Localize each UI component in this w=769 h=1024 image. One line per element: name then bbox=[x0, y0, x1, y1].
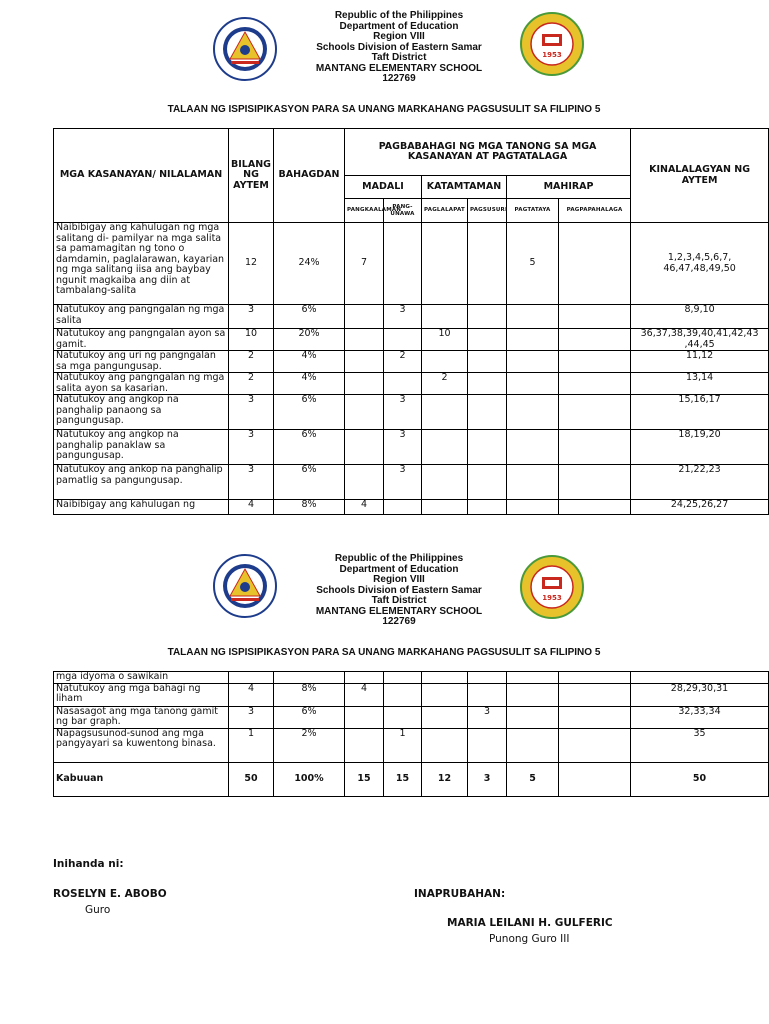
school-seal-year: 1953 bbox=[542, 594, 562, 602]
skill-cell: Natutukoy ang angkop na panghalip panaklaw sa pangungusap. bbox=[54, 430, 229, 465]
region-line: Region VIII bbox=[373, 574, 425, 585]
table-row bbox=[54, 500, 769, 515]
header-pagtataya: PAGTATAYA bbox=[507, 199, 559, 223]
pagsusuri-cell bbox=[468, 728, 507, 762]
items-cell: 1,2,3,4,5,6,7, 46,47,48,49,50 bbox=[631, 223, 769, 305]
count-cell bbox=[229, 672, 274, 684]
percent-cell: 8% bbox=[274, 500, 345, 515]
pagsusuri-cell bbox=[468, 305, 507, 329]
pagsusuri-cell bbox=[468, 223, 507, 305]
district-line: Taft District bbox=[371, 52, 427, 63]
pangkaalaman-cell bbox=[345, 728, 384, 762]
header-placement: KINALALAGYAN NG AYTEM bbox=[631, 129, 769, 223]
percent-cell: 6% bbox=[274, 430, 345, 465]
pangkaalaman-cell bbox=[345, 351, 384, 373]
count-cell: 2 bbox=[229, 373, 274, 395]
approver-name: MARIA LEILANI H. GULFERIC bbox=[447, 917, 613, 929]
pagtataya-cell bbox=[507, 373, 559, 395]
pang-unawa-cell: 1 bbox=[384, 728, 422, 762]
school-id-line: 122769 bbox=[382, 616, 416, 627]
pang-unawa-cell bbox=[384, 706, 422, 728]
header-pangkaalaman: PANGKAALAMAN bbox=[345, 199, 384, 223]
percent-cell: 2% bbox=[274, 728, 345, 762]
pagsusuri-cell bbox=[468, 683, 507, 706]
pang-unawa-cell: 3 bbox=[384, 305, 422, 329]
pagsusuri-cell bbox=[468, 351, 507, 373]
items-cell: 24,25,26,27 bbox=[631, 500, 769, 515]
pangkaalaman-cell bbox=[345, 672, 384, 684]
pang-unawa-cell bbox=[384, 683, 422, 706]
pang-unawa-cell bbox=[384, 672, 422, 684]
skill-cell: Natutukoy ang pangngalan ng mga salita ayon sa kasarian. bbox=[54, 373, 229, 395]
skill-cell: Natutukoy ang pangngalan ayon sa gamit. bbox=[54, 329, 229, 351]
pagpapahalaga-cell bbox=[559, 500, 631, 515]
pangkaalaman-cell bbox=[345, 305, 384, 329]
percent-cell: 24% bbox=[274, 223, 345, 305]
count-cell: 3 bbox=[229, 305, 274, 329]
total-percent-cell: 100% bbox=[274, 762, 345, 796]
paglalapat-cell bbox=[422, 430, 468, 465]
pagtataya-cell bbox=[507, 465, 559, 500]
percent-cell: 6% bbox=[274, 706, 345, 728]
items-cell bbox=[631, 672, 769, 684]
pang-unawa-cell: 3 bbox=[384, 395, 422, 430]
percent-cell: 6% bbox=[274, 395, 345, 430]
department-line: Department of Education bbox=[339, 20, 459, 32]
pagtataya-cell bbox=[507, 351, 559, 373]
region-line: Region VIII bbox=[373, 31, 425, 42]
paglalapat-cell bbox=[422, 305, 468, 329]
pagsusuri-cell bbox=[468, 465, 507, 500]
count-cell: 3 bbox=[229, 430, 274, 465]
skill-cell: Natutukoy ang uri ng pangngalan sa mga pangungusap. bbox=[54, 351, 229, 373]
approver-title: Punong Guro III bbox=[489, 933, 570, 945]
percent-cell: 6% bbox=[274, 305, 345, 329]
pangkaalaman-cell: 4 bbox=[345, 683, 384, 706]
school-seal-icon bbox=[520, 12, 584, 76]
total-pagpapahalaga-cell bbox=[559, 762, 631, 796]
pagsusuri-cell bbox=[468, 329, 507, 351]
paglalapat-cell: 2 bbox=[422, 373, 468, 395]
header-paglalapat: PAGLALAPAT bbox=[422, 199, 468, 223]
items-cell: 36,37,38,39,40,41,42,43 ,44,45 bbox=[631, 329, 769, 351]
count-cell: 3 bbox=[229, 706, 274, 728]
total-pang-unawa-cell: 15 bbox=[384, 762, 422, 796]
table-row bbox=[54, 672, 769, 684]
table-row bbox=[54, 395, 769, 430]
pangkaalaman-cell: 7 bbox=[345, 223, 384, 305]
items-cell: 8,9,10 bbox=[631, 305, 769, 329]
paglalapat-cell bbox=[422, 465, 468, 500]
table-row bbox=[54, 223, 769, 305]
approved-by-label: INAPRUBAHAN: bbox=[414, 888, 506, 900]
count-cell: 4 bbox=[229, 683, 274, 706]
skill-cell: Natutukoy ang angkop na panghalip panaong sa pangungusap. bbox=[54, 395, 229, 430]
skill-cell: Naibibigay ang kahulugan ng mga salitang di- pamilyar na mga salita sa pamamagitan ng tono o damdamin, paglalarawan, kayarian ng mga salitang iisa ang baybay ngunit magkaiba ang diin at tambalang-salita bbox=[54, 223, 229, 305]
school-id-line: 122769 bbox=[382, 73, 416, 84]
document-title-page-2: TALAAN NG ISPISIPIKASYON PARA SA UNANG MARKAHANG PAGSUSULIT SA FILIPINO 5 bbox=[167, 647, 601, 658]
pagpapahalaga-cell bbox=[559, 465, 631, 500]
skill-cell: Natutukoy ang ankop na panghalip pamatlig sa pangungusap. bbox=[54, 465, 229, 500]
count-cell: 3 bbox=[229, 395, 274, 430]
preparer-name: ROSELYN E. ABOBO bbox=[53, 888, 167, 900]
items-cell: 21,22,23 bbox=[631, 465, 769, 500]
percent-cell: 4% bbox=[274, 373, 345, 395]
table-row bbox=[54, 683, 769, 706]
pagpapahalaga-cell bbox=[559, 305, 631, 329]
percent-cell bbox=[274, 672, 345, 684]
skill-cell: Natutukoy ang mga bahagi ng liham bbox=[54, 683, 229, 706]
skill-cell: Nasasagot ang mga tanong gamit ng bar graph. bbox=[54, 706, 229, 728]
preparer-title: Guro bbox=[85, 904, 111, 916]
table-row bbox=[54, 430, 769, 465]
table-row bbox=[54, 373, 769, 395]
pagpapahalaga-cell bbox=[559, 223, 631, 305]
table-row bbox=[54, 706, 769, 728]
count-cell: 4 bbox=[229, 500, 274, 515]
items-cell: 28,29,30,31 bbox=[631, 683, 769, 706]
letterhead-text bbox=[284, 11, 514, 85]
count-cell: 2 bbox=[229, 351, 274, 373]
paglalapat-cell bbox=[422, 728, 468, 762]
pangkaalaman-cell bbox=[345, 329, 384, 351]
pang-unawa-cell bbox=[384, 373, 422, 395]
header-pagpapahalaga: PAGPAPAHALAGA bbox=[559, 199, 631, 223]
items-cell: 13,14 bbox=[631, 373, 769, 395]
pagtataya-cell bbox=[507, 706, 559, 728]
table-row bbox=[54, 305, 769, 329]
pagtataya-cell bbox=[507, 395, 559, 430]
total-items-cell: 50 bbox=[631, 762, 769, 796]
table-row bbox=[54, 728, 769, 762]
pang-unawa-cell bbox=[384, 500, 422, 515]
percent-cell: 20% bbox=[274, 329, 345, 351]
percent-cell: 4% bbox=[274, 351, 345, 373]
district-line: Taft District bbox=[371, 595, 427, 606]
pagtataya-cell bbox=[507, 728, 559, 762]
paglalapat-cell bbox=[422, 223, 468, 305]
header-pang-unawa: PANG-UNAWA bbox=[384, 199, 422, 223]
percent-cell: 8% bbox=[274, 683, 345, 706]
header-skills: MGA KASANAYAN/ NILALAMAN bbox=[54, 129, 229, 223]
paglalapat-cell bbox=[422, 683, 468, 706]
pagpapahalaga-cell bbox=[559, 728, 631, 762]
republic-line: Republic of the Philippines bbox=[334, 10, 464, 21]
pagpapahalaga-cell bbox=[559, 329, 631, 351]
total-count-cell: 50 bbox=[229, 762, 274, 796]
division-seal-icon bbox=[213, 554, 277, 618]
paglalapat-cell bbox=[422, 672, 468, 684]
table-row bbox=[54, 351, 769, 373]
pang-unawa-cell bbox=[384, 329, 422, 351]
pang-unawa-cell: 3 bbox=[384, 430, 422, 465]
pagtataya-cell bbox=[507, 430, 559, 465]
count-cell: 1 bbox=[229, 728, 274, 762]
document-title-page-1: TALAAN NG ISPISIPIKASYON PARA SA UNANG MARKAHANG PAGSUSULIT SA FILIPINO 5 bbox=[167, 104, 601, 115]
pagpapahalaga-cell bbox=[559, 683, 631, 706]
pagsusuri-cell bbox=[468, 373, 507, 395]
pangkaalaman-cell bbox=[345, 373, 384, 395]
header-hard: MAHIRAP bbox=[507, 176, 631, 199]
paglalapat-cell bbox=[422, 500, 468, 515]
pagtataya-cell bbox=[507, 683, 559, 706]
total-skill-cell: Kabuuan bbox=[54, 762, 229, 796]
header-pagsusuri: PAGSUSURI bbox=[468, 199, 507, 223]
total-paglalapat-cell: 12 bbox=[422, 762, 468, 796]
total-pagtataya-cell: 5 bbox=[507, 762, 559, 796]
pangkaalaman-cell bbox=[345, 465, 384, 500]
letterhead-text bbox=[284, 554, 514, 628]
items-cell: 15,16,17 bbox=[631, 395, 769, 430]
republic-line: Republic of the Philippines bbox=[334, 553, 464, 564]
items-cell: 11,12 bbox=[631, 351, 769, 373]
count-cell: 12 bbox=[229, 223, 274, 305]
pagpapahalaga-cell bbox=[559, 351, 631, 373]
division-seal-icon bbox=[213, 17, 277, 81]
pagtataya-cell bbox=[507, 672, 559, 684]
school-seal-icon bbox=[520, 555, 584, 619]
header-average: KATAMTAMAN bbox=[422, 176, 507, 199]
school-seal-year: 1953 bbox=[542, 51, 562, 59]
pagsusuri-cell bbox=[468, 500, 507, 515]
pagpapahalaga-cell bbox=[559, 672, 631, 684]
totals-row bbox=[54, 762, 769, 796]
specification-table-page-1 bbox=[53, 128, 769, 515]
pagpapahalaga-cell bbox=[559, 430, 631, 465]
school-line: MANTANG ELEMENTARY SCHOOL bbox=[315, 605, 483, 617]
division-line: Schools Division of Eastern Samar bbox=[316, 41, 482, 53]
paglalapat-cell bbox=[422, 395, 468, 430]
pagtataya-cell bbox=[507, 500, 559, 515]
division-line: Schools Division of Eastern Samar bbox=[316, 584, 482, 596]
pangkaalaman-cell bbox=[345, 430, 384, 465]
items-cell: 35 bbox=[631, 728, 769, 762]
skill-cell: Naibibigay ang kahulugan ng bbox=[54, 500, 229, 515]
paglalapat-cell bbox=[422, 706, 468, 728]
pangkaalaman-cell: 4 bbox=[345, 500, 384, 515]
pangkaalaman-cell bbox=[345, 706, 384, 728]
skill-cell: Natutukoy ang pangngalan ng mga salita bbox=[54, 305, 229, 329]
header-percent: BAHAGDAN bbox=[274, 129, 345, 223]
items-cell: 18,19,20 bbox=[631, 430, 769, 465]
school-line: MANTANG ELEMENTARY SCHOOL bbox=[315, 62, 483, 74]
pang-unawa-cell: 3 bbox=[384, 465, 422, 500]
total-pangkaalaman-cell: 15 bbox=[345, 762, 384, 796]
pagpapahalaga-cell bbox=[559, 706, 631, 728]
pang-unawa-cell bbox=[384, 223, 422, 305]
header-easy: MADALI bbox=[345, 176, 422, 199]
paglalapat-cell: 10 bbox=[422, 329, 468, 351]
pagpapahalaga-cell bbox=[559, 395, 631, 430]
pagpapahalaga-cell bbox=[559, 373, 631, 395]
table-row bbox=[54, 329, 769, 351]
pagsusuri-cell bbox=[468, 430, 507, 465]
prepared-by-label: Inihanda ni: bbox=[53, 858, 124, 870]
paglalapat-cell bbox=[422, 351, 468, 373]
pang-unawa-cell: 2 bbox=[384, 351, 422, 373]
skill-cell: mga idyoma o sawikain bbox=[54, 672, 229, 684]
table-row bbox=[54, 465, 769, 500]
pagsusuri-cell bbox=[468, 395, 507, 430]
count-cell: 3 bbox=[229, 465, 274, 500]
pagsusuri-cell bbox=[468, 672, 507, 684]
department-line: Department of Education bbox=[339, 563, 459, 575]
total-pagsusuri-cell: 3 bbox=[468, 762, 507, 796]
pangkaalaman-cell bbox=[345, 395, 384, 430]
percent-cell: 6% bbox=[274, 465, 345, 500]
pagtataya-cell: 5 bbox=[507, 223, 559, 305]
items-cell: 32,33,34 bbox=[631, 706, 769, 728]
header-count: BILANG NG AYTEM bbox=[229, 129, 274, 223]
skill-cell: Napagsusunod-sunod ang mga pangyayari sa kuwentong binasa. bbox=[54, 728, 229, 762]
header-distribution: PAGBABAHAGI NG MGA TANONG SA MGA KASANAYAN AT PAGTATALAGA bbox=[345, 129, 631, 176]
pagtataya-cell bbox=[507, 305, 559, 329]
specification-table-page-2 bbox=[53, 671, 769, 797]
pagtataya-cell bbox=[507, 329, 559, 351]
count-cell: 10 bbox=[229, 329, 274, 351]
pagsusuri-cell: 3 bbox=[468, 706, 507, 728]
